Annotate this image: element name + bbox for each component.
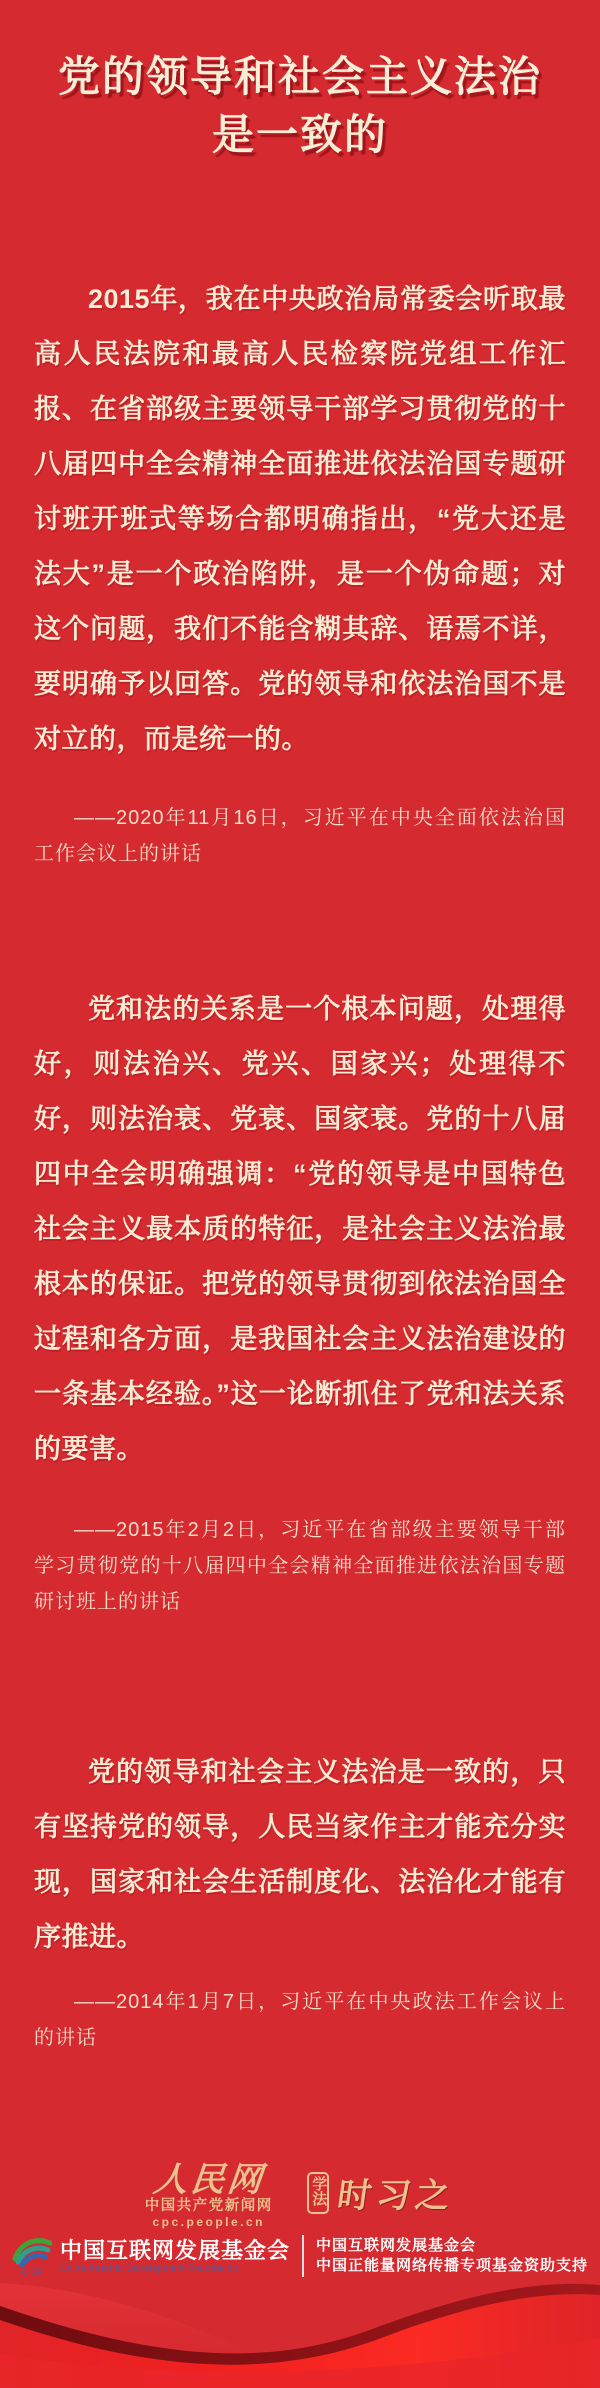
shixizhi-campaign-logo — [307, 2168, 456, 2217]
brand-row — [0, 2162, 600, 2230]
quote-text: 2015年，我在中央政治局常委会听取最高人民法院和最高人民检察院党组工作汇报、在省部级主要领导干部学习贯彻党的十八届四中全会精神全面推进依法治国专题研讨班开班式等场合都明确指出，“党大还是法大”是一个政治陷阱，是一个伪命题；对这个问题，我们不能含糊其辞、语焉不详，要明确予以回答。党的领导和依法治国不是对立的，而是统一的。 — [34, 284, 566, 754]
cpc-news-site-label: 中国共产党新闻网 — [144, 2198, 273, 2214]
shixizhi-wordmark: 时习之 — [335, 2177, 458, 2215]
quote-attribution: ——2014年1月7日，习近平在中央政法工作会议上的讲话 — [34, 1991, 566, 2049]
support-credit-block — [316, 2236, 588, 2276]
page-title-line2: 是一致的 — [211, 111, 388, 158]
page-title — [0, 48, 600, 164]
foundation-name-cn: 中国互联网发展基金会 — [59, 2237, 290, 2263]
quote-text: 党和法的关系是一个根本问题，处理得好，则法治兴、党兴、国家兴；处理得不好，则法治衰、党衰、国家衰。党的十八届四中全会明确强调：“党的领导是中国特色社会主义最本质的特征，是社会主义法治最根本的保证。把党的领导贯彻到依法治国全过程和各方面，是我国社会主义法治建设的一条基本经验。”这一论断抓住了党和法关系的要害。 — [34, 994, 566, 1464]
foundation-name-en: China Internet Development Foundation — [59, 2262, 239, 2273]
peoples-daily-online-wordmark: 人民网 — [151, 2160, 267, 2200]
globe-ribbon-icon — [12, 2235, 52, 2277]
cidf-logo-block — [12, 2235, 290, 2277]
support-credit-line1: 中国互联网发展基金会 — [316, 2237, 477, 2254]
page-title-line1: 党的领导和社会主义法治 — [57, 53, 542, 100]
footer — [0, 2160, 600, 2388]
vertical-divider — [302, 2235, 304, 2277]
quote-text: 党的领导和社会主义法治是一致的，只有坚持党的领导，人民当家作主才能充分实现，国家和社会生活制度化、法治化才能有序推进。 — [34, 1757, 566, 1952]
quote-attribution: ——2015年2月2日，习近平在省部级主要领导干部学习贯彻党的十八届四中全会精神全面推进依法治国专题研讨班上的讲话 — [34, 1519, 566, 1613]
foundation-row — [0, 2235, 600, 2277]
quote-attribution: ——2020年11月16日，习近平在中央全面依法治国工作会议上的讲话 — [34, 807, 566, 865]
support-credit-line2: 中国正能量网络传播专项基金资助支持 — [316, 2257, 589, 2274]
peoples-daily-online-logo — [145, 2162, 273, 2230]
site-url-label: cpc.people.cn — [152, 2215, 266, 2229]
study-law-badge: 学法 — [307, 2172, 330, 2214]
cidf-abbr-label: CIDF — [21, 2267, 43, 2277]
